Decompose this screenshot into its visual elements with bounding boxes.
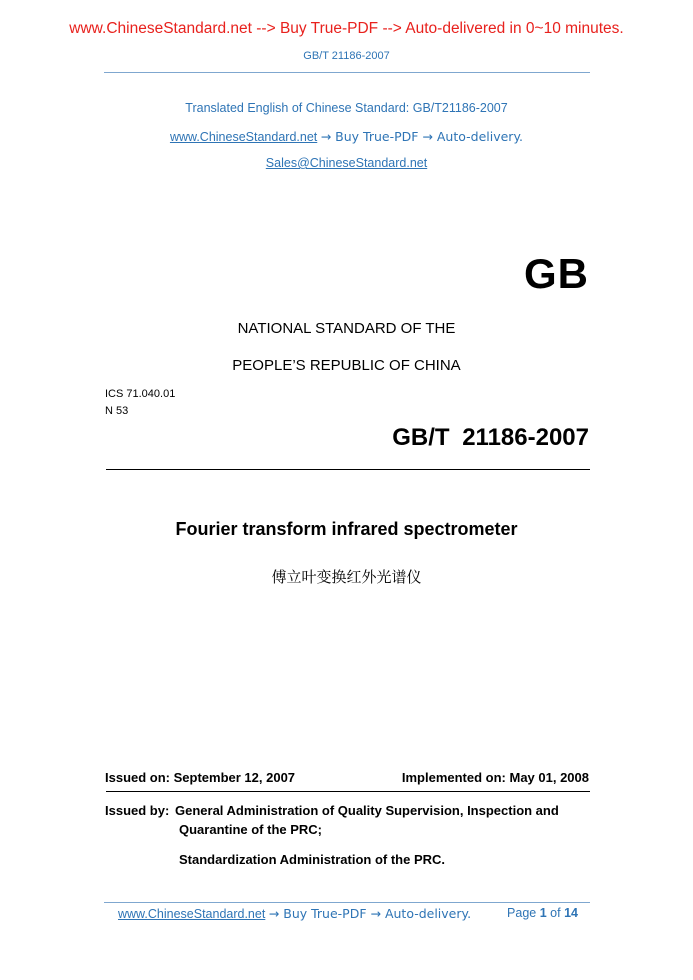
gb-mark: GB <box>524 250 589 297</box>
national-standard-line2: PEOPLE’S REPUBLIC OF CHINA <box>232 357 461 374</box>
issued-by-line1: General Administration of Quality Supervision, Inspection and <box>175 803 559 818</box>
page-current: 1 <box>539 906 547 920</box>
issued-on-date: Issued on: September 12, 2007 <box>105 770 296 785</box>
top-banner[interactable]: www.ChineseStandard.net --> Buy True-PDF --> Auto-delivered in 0~10 minutes. <box>69 20 624 37</box>
email-link[interactable]: Sales@ChineseStandard.net <box>265 156 428 170</box>
header-standard-code: GB/T 21186-2007 <box>303 50 390 62</box>
page-total: 14 <box>564 906 578 920</box>
page-of: of <box>550 906 561 920</box>
footer-site-link[interactable]: www.ChineseStandard.net <box>118 907 266 921</box>
page-label: Page <box>507 906 537 920</box>
footer-rule <box>104 902 590 903</box>
issued-by-label: Issued by: <box>105 803 170 818</box>
dates-rule <box>106 791 590 792</box>
implemented-on-date: Implemented on: May 01, 2008 <box>401 770 589 785</box>
title-english: Fourier transform infrared spectrometer <box>175 519 518 539</box>
buy-line-text: → Buy True-PDF → Auto-delivery. <box>320 129 524 144</box>
issued-by-line2: Quarantine of the PRC; <box>179 822 323 837</box>
ics-code: ICS 71.040.01 <box>105 388 176 400</box>
standard-number-rule <box>106 469 590 470</box>
site-link[interactable]: www.ChineseStandard.net <box>169 130 318 144</box>
translation-note: Translated English of Chinese Standard: GB/T21186-2007 <box>185 101 508 115</box>
standard-number: GB/T 21186-2007 <box>392 424 589 451</box>
footer-buy-text: → Buy True-PDF → Auto-delivery. <box>268 906 472 921</box>
buy-line <box>0 129 693 144</box>
header-rule <box>104 72 590 73</box>
email-line <box>0 156 693 170</box>
national-standard-line1: NATIONAL STANDARD OF THE <box>237 320 456 337</box>
page-indicator <box>507 906 578 920</box>
ccs-code: N 53 <box>105 405 129 417</box>
title-chinese: 傅立叶变换红外光谱仪 <box>271 568 422 586</box>
issued-by-line3: Standardization Administration of the PRC. <box>179 852 446 867</box>
footer-buy-line <box>118 906 471 921</box>
